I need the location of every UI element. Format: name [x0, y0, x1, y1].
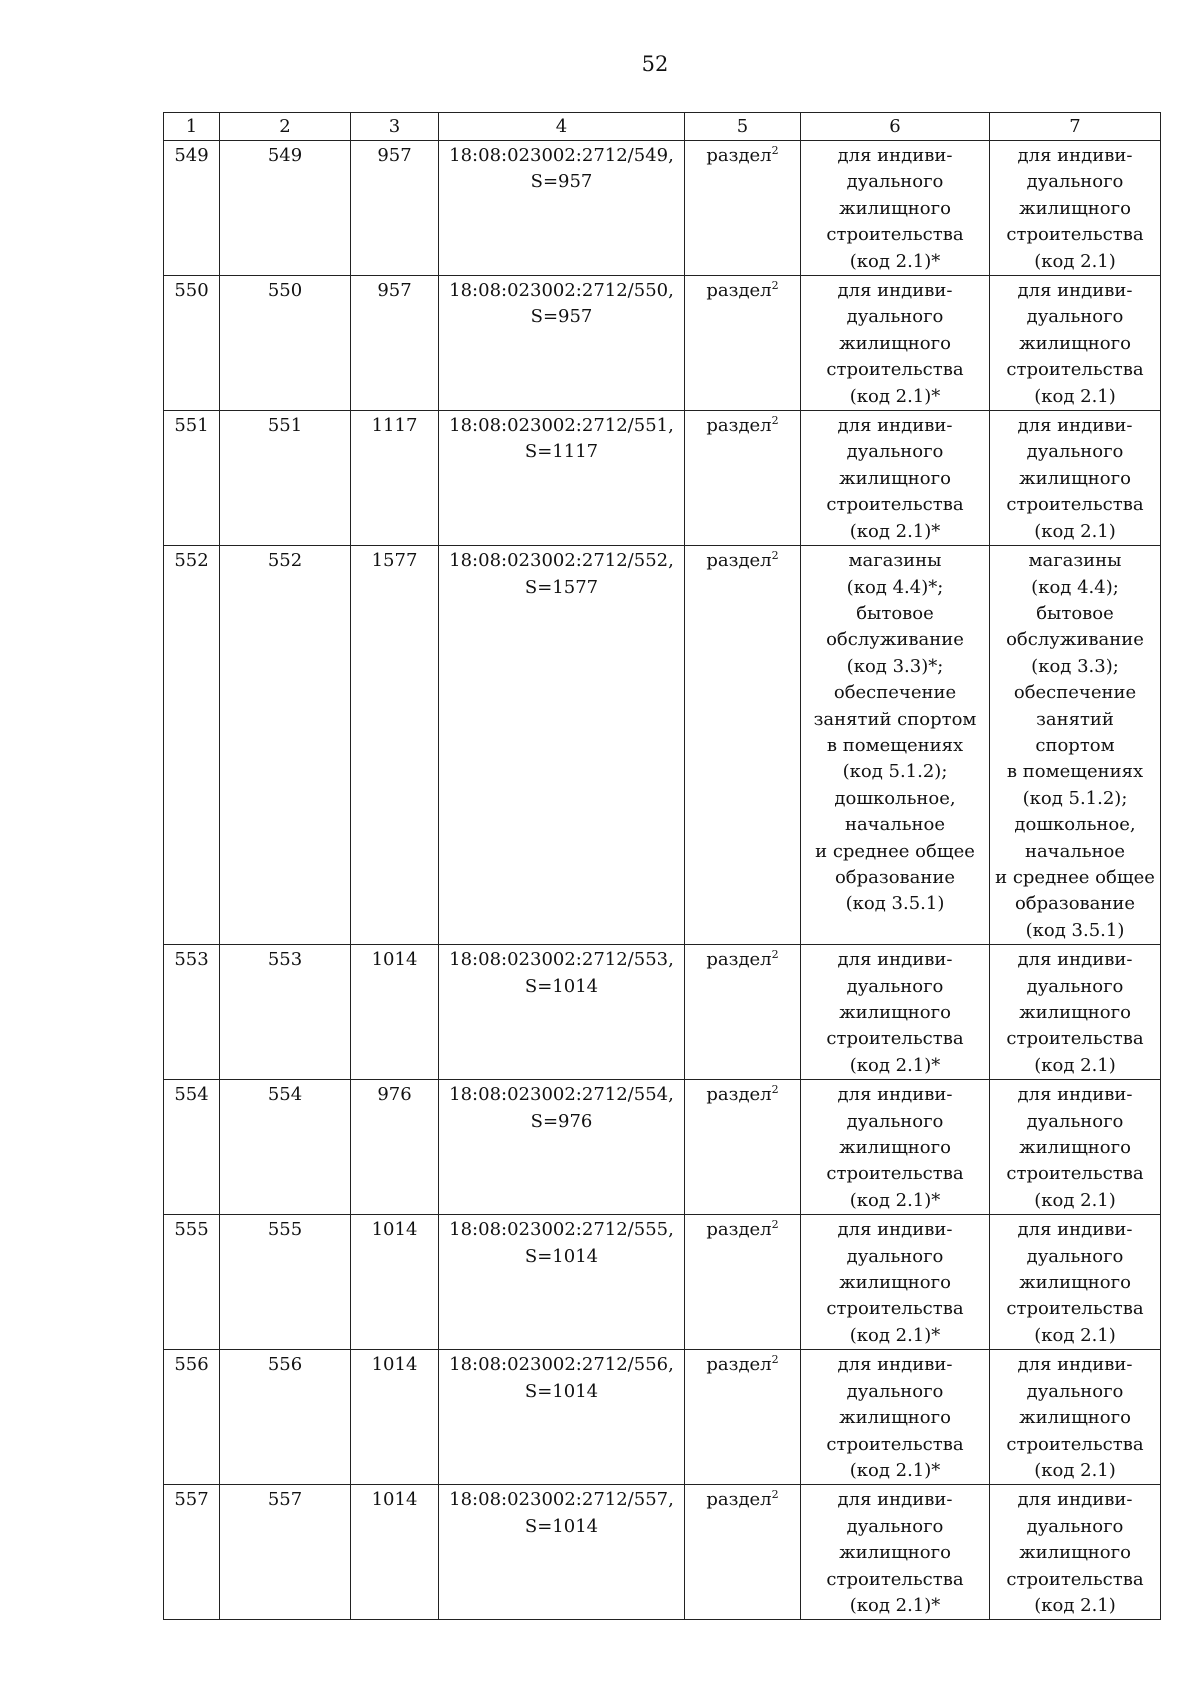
cell-method [685, 546, 801, 945]
cell-area: 1577 [351, 546, 439, 945]
cell-parcel-number: 551 [220, 411, 351, 546]
cell-permitted-use: магазины (код 4.4)*; бытовое обслуживание (код 3.3)*; обеспечение занятий спортом в помещениях (код 5.1.2); дошкольное, начальное и среднее общее образование (код 3.5.1) [801, 546, 990, 945]
cell-permitted-use: для индиви- дуального жилищного строительства (код 2.1)* [801, 276, 990, 411]
cell-method [685, 1215, 801, 1350]
table-row [164, 945, 1161, 1080]
cell-parcel-number: 556 [220, 1350, 351, 1485]
method-text: раздел [706, 1489, 772, 1511]
cell-row-number: 556 [164, 1350, 220, 1485]
column-header-7: 7 [990, 113, 1161, 141]
table-row [164, 141, 1161, 276]
column-header-5: 5 [685, 113, 801, 141]
cell-cadastral-number: 18:08:023002:2712/554, S=976 [439, 1080, 685, 1215]
cell-area: 976 [351, 1080, 439, 1215]
method-text: раздел [706, 550, 772, 572]
table-row [164, 1215, 1161, 1350]
cell-method [685, 1485, 801, 1620]
cell-row-number: 551 [164, 411, 220, 546]
cell-cadastral-number: 18:08:023002:2712/551, S=1117 [439, 411, 685, 546]
table-row [164, 411, 1161, 546]
cell-row-number: 549 [164, 141, 220, 276]
cell-permitted-use: для индиви- дуального жилищного строительства (код 2.1)* [801, 1350, 990, 1485]
table-row [164, 1485, 1161, 1620]
cell-row-number: 557 [164, 1485, 220, 1620]
cell-cadastral-number: 18:08:023002:2712/550, S=957 [439, 276, 685, 411]
cell-row-number: 552 [164, 546, 220, 945]
cell-area: 1117 [351, 411, 439, 546]
cell-permitted-use: для индиви- дуального жилищного строительства (код 2.1)* [801, 1080, 990, 1215]
cell-permitted-use-new: для индиви- дуального жилищного строительства (код 2.1) [990, 945, 1161, 1080]
cell-row-number: 550 [164, 276, 220, 411]
cell-cadastral-number: 18:08:023002:2712/553, S=1014 [439, 945, 685, 1080]
method-footnote: 2 [771, 1353, 779, 1367]
cell-area: 1014 [351, 945, 439, 1080]
parcel-register-table [163, 112, 1161, 1620]
page-number: 52 [641, 52, 669, 76]
header-row [164, 113, 1161, 141]
cell-permitted-use-new: магазины (код 4.4); бытовое обслуживание (код 3.3); обеспечение занятий спортом в помещениях (код 5.1.2); дошкольное, начальное и среднее общее образование (код 3.5.1) [990, 546, 1161, 945]
cell-area: 1014 [351, 1215, 439, 1350]
cell-area: 957 [351, 141, 439, 276]
cell-method [685, 276, 801, 411]
cell-permitted-use-new: для индиви- дуального жилищного строительства (код 2.1) [990, 411, 1161, 546]
cell-permitted-use-new: для индиви- дуального жилищного строительства (код 2.1) [990, 1485, 1161, 1620]
cell-row-number: 554 [164, 1080, 220, 1215]
cell-permitted-use-new: для индиви- дуального жилищного строительства (код 2.1) [990, 1215, 1161, 1350]
cell-permitted-use: для индиви- дуального жилищного строительства (код 2.1)* [801, 945, 990, 1080]
cell-parcel-number: 550 [220, 276, 351, 411]
cell-area: 957 [351, 276, 439, 411]
cell-method [685, 1350, 801, 1485]
column-header-1: 1 [164, 113, 220, 141]
cell-area: 1014 [351, 1485, 439, 1620]
cell-permitted-use: для индиви- дуального жилищного строительства (код 2.1)* [801, 141, 990, 276]
cell-permitted-use: для индиви- дуального жилищного строительства (код 2.1)* [801, 1485, 990, 1620]
cell-cadastral-number: 18:08:023002:2712/556, S=1014 [439, 1350, 685, 1485]
method-text: раздел [706, 949, 772, 971]
method-footnote: 2 [771, 144, 779, 157]
column-header-6: 6 [801, 113, 990, 141]
cell-parcel-number: 552 [220, 546, 351, 945]
column-header-4: 4 [439, 113, 685, 141]
cell-cadastral-number: 18:08:023002:2712/557, S=1014 [439, 1485, 685, 1620]
method-text: раздел [706, 1084, 772, 1106]
cell-row-number: 555 [164, 1215, 220, 1350]
table-row [164, 546, 1161, 945]
column-header-2: 2 [220, 113, 351, 141]
cell-method [685, 1080, 801, 1215]
method-text: раздел [706, 1219, 772, 1241]
method-footnote: 2 [771, 1218, 779, 1232]
method-footnote: 2 [771, 1083, 779, 1097]
method-footnote: 2 [771, 549, 779, 563]
cell-permitted-use: для индиви- дуального жилищного строительства (код 2.1)* [801, 411, 990, 546]
cell-parcel-number: 549 [220, 141, 351, 276]
column-header-3: 3 [351, 113, 439, 141]
cell-parcel-number: 553 [220, 945, 351, 1080]
cell-parcel-number: 554 [220, 1080, 351, 1215]
table-row [164, 1080, 1161, 1215]
method-footnote: 2 [771, 1488, 779, 1502]
cell-row-number: 553 [164, 945, 220, 1080]
cell-permitted-use: для индиви- дуального жилищного строительства (код 2.1)* [801, 1215, 990, 1350]
method-text: раздел [706, 415, 772, 437]
method-text: раздел [706, 1354, 772, 1376]
cell-permitted-use-new: для индиви- дуального жилищного строительства (код 2.1) [990, 276, 1161, 411]
method-footnote: 2 [771, 279, 779, 293]
cell-permitted-use-new: для индиви- дуального жилищного строительства (код 2.1) [990, 1350, 1161, 1485]
cell-permitted-use-new: для индиви- дуального жилищного строительства (код 2.1) [990, 1080, 1161, 1215]
cell-method [685, 141, 801, 276]
method-footnote: 2 [771, 948, 779, 962]
cell-cadastral-number: 18:08:023002:2712/549, S=957 [439, 141, 685, 276]
method-footnote: 2 [771, 414, 779, 428]
method-text: раздел [706, 280, 772, 302]
cell-area: 1014 [351, 1350, 439, 1485]
table-row [164, 276, 1161, 411]
cell-method [685, 411, 801, 546]
cell-method [685, 945, 801, 1080]
method-text: раздел [706, 145, 772, 166]
cell-permitted-use-new: для индиви- дуального жилищного строительства (код 2.1) [990, 141, 1161, 276]
cell-parcel-number: 557 [220, 1485, 351, 1620]
cell-cadastral-number: 18:08:023002:2712/552, S=1577 [439, 546, 685, 945]
cell-cadastral-number: 18:08:023002:2712/555, S=1014 [439, 1215, 685, 1350]
cell-parcel-number: 555 [220, 1215, 351, 1350]
table-row [164, 1350, 1161, 1485]
